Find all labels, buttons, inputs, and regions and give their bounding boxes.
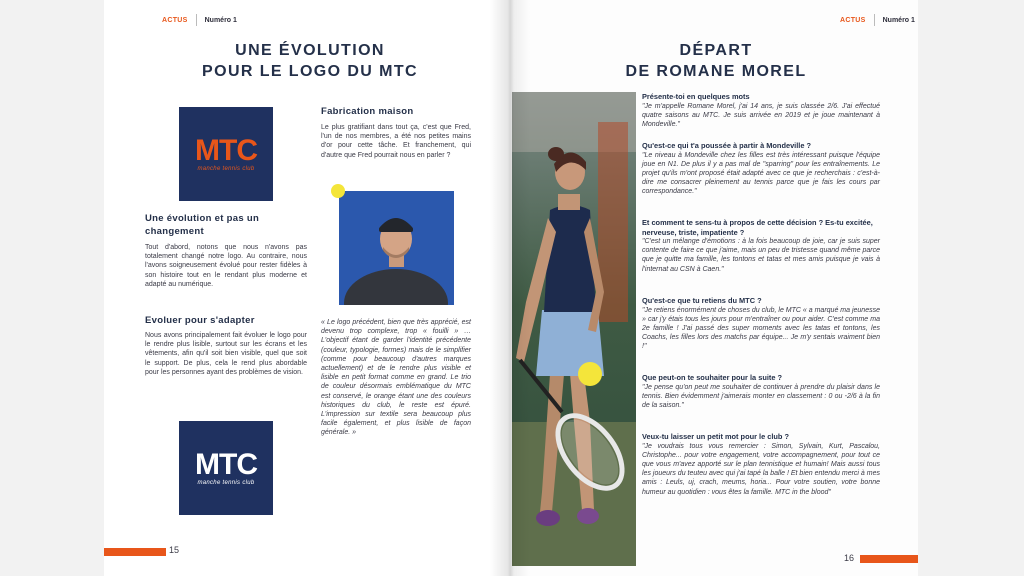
question: Veux-tu laisser un petit mot pour le club ? xyxy=(642,432,790,441)
title-line: UNE ÉVOLUTION xyxy=(235,42,385,59)
romane-photo xyxy=(512,92,636,566)
header-divider xyxy=(874,14,875,26)
logo-text-orange: MTC xyxy=(195,133,257,167)
page-number: 16 xyxy=(844,553,855,563)
page-number: 15 xyxy=(169,545,180,555)
page-accent-bar xyxy=(104,548,166,556)
answer: "Je voudrais tous vous remercier : Simon, Sylvain, Kurt, Pascalou, Christophe... pour votre engagement, votre accompagnement, pour tout ce que vous m'avez apporté sur le plan tennistique et humain! Mais aussi tous les joueurs du teuteu avec qui j'ai tapé la balle ! Et bien entendu merci à mes amis : Leuls, uj, crach, meums, horia... Pour votre soutien, votre bonne humeur au quotidien : vous êtes la famille. MTC in the blood" xyxy=(642,442,880,496)
section-body: Tout d'abord, notons que nous n'avons pas totalement changé notre logo. Au contraire, nous l'avons soigneusement évolué pour rester fidèles à son histoire tout en le rendant plus moderne et adapté au numérique. xyxy=(145,244,307,288)
answer: "Le niveau à Mondeville chez les filles est très intéressant puisque l'équipe joue en N1. De plus il y a pas mal de "sparring" pour les entraînements. Le projet qu'ils m'ont proposé était adapté avec ce que je recherchais : c'est-à-dire me consacrer pleinement au tennis parce que je fais les cours par correspondance." xyxy=(642,151,880,196)
right-header xyxy=(840,14,915,26)
question: Et comment te sens-tu à propos de cette décision ? Es-tu excitée, nerveuse, triste, impatiente ? xyxy=(642,218,873,237)
question: Que peut-on te souhaiter pour la suite ? xyxy=(642,373,783,382)
logo-text xyxy=(195,133,257,167)
title-line: DÉPART xyxy=(679,42,753,59)
fred-portrait-illustration xyxy=(339,191,454,305)
section-heading: Une évolution et pas un changement xyxy=(145,213,260,237)
right-page-title xyxy=(596,40,836,82)
left-header xyxy=(162,14,237,26)
tennis-player-illustration xyxy=(512,92,636,566)
title-line: DE ROMANE MOREL xyxy=(625,63,807,80)
logo-subtitle: manche tennis club xyxy=(197,165,255,172)
issue-label: Numéro 1 xyxy=(882,16,915,24)
old-logo xyxy=(179,107,273,201)
fred-photo xyxy=(339,191,454,305)
fred-quote: « Le logo précédent, bien que très apprécié, est devenu trop complexe, trop « fouilli » … L'objectif étant de garder l'identité précédente (couleur, typologie, formes) mais de le simplifier (comme pour beaucoup d'autres marques actuellement) et de le rendre plus visible et lisible en petit format comme en grand. Le trio de couleur désormais emblématique du MTC est conservé, le orange étant une des couleurs historiques du club, le reste est épuré. L'impression sur textile sera beaucoup plus facile également, et plus lisible de façon générale. » xyxy=(321,319,471,437)
logo-text: MTC xyxy=(195,447,257,481)
question: Présente-toi en quelques mots xyxy=(642,92,750,101)
issue-label: Numéro 1 xyxy=(204,16,237,24)
answer: "Je pense qu'on peut me souhaiter de continuer à prendre du plaisir dans le tennis. Bien évidemment j'aimerais monter en classement : 0 ou -2/6 à la fin de la saison." xyxy=(642,383,880,409)
title-line: POUR LE LOGO DU MTC xyxy=(202,63,418,80)
section-body: Nous avons principalement fait évoluer le logo pour le rendre plus lisible, surtout sur les écrans et les vêtements, afin qu'il soit bien visible, quel que soit le support. De plus, cela le rend plus abordable pour les personnes ayant des problèmes de vision. xyxy=(145,332,307,376)
section-label: ACTUS xyxy=(840,16,866,24)
qa-block xyxy=(642,218,880,274)
section-heading: Fabrication maison xyxy=(321,106,414,117)
logo-subtitle: manche tennis club xyxy=(197,479,255,486)
question: Qu'est-ce qui t'a poussée à partir à Mondeville ? xyxy=(642,141,812,150)
page-accent-bar xyxy=(860,555,918,563)
answer: "C'est un mélange d'émotions : à la fois beaucoup de joie, car je suis super contente de faire ce que j'aime, mais un peu de tristesse quand même parce que je quitte ma famille, les tontons et tatas et mes amis puisque je vais à l'internat au CSN à Caen." xyxy=(642,238,880,273)
qa-block xyxy=(642,92,880,129)
qa-block xyxy=(642,296,880,352)
section-label: ACTUS xyxy=(162,16,188,24)
left-page-title xyxy=(190,40,430,82)
qa-block xyxy=(642,432,880,497)
header-divider xyxy=(196,14,197,26)
section-body: Le plus gratifiant dans tout ça, c'est que Fred, l'un de nos membres, a été nos petites mains d'or pour cette tâche. Et franchement, qui d'autre que Fred pourrait nous en parler ? xyxy=(321,124,471,159)
qa-block xyxy=(642,141,880,197)
qa-block xyxy=(642,373,880,410)
new-logo xyxy=(179,421,273,515)
answer: "Je m'appelle Romane Morel, j'ai 14 ans, je suis classée 2/6. J'ai effectué quatre saisons au MTC. Je suis arrivée en 2019 et je joue maintenant à Mondeville." xyxy=(642,102,880,128)
question: Qu'est-ce que tu retiens du MTC ? xyxy=(642,296,762,305)
section-heading: Evoluer pour s'adapter xyxy=(145,315,255,326)
answer: "Je retiens énormément de choses du club, le MTC « a marqué ma jeunesse » car j'y étais tous les jours pour m'entraîner ou pour aider. C'est comme ma 2e famille ! J'ai passé des super moments avec les tatas et tontons, les Coachs, les filles lors des matchs par équipe... Je m'y sentais vraiment bien !" xyxy=(642,306,880,351)
tennis-ball-dot xyxy=(331,184,345,198)
